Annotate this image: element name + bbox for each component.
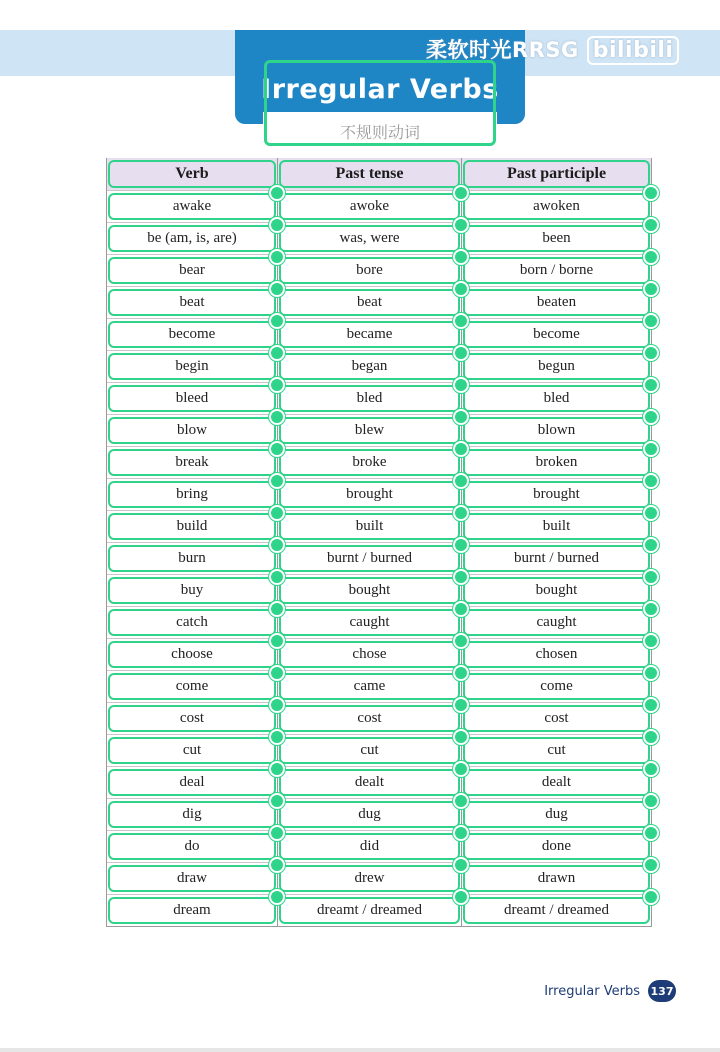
- cell-verb: be (am, is, are): [107, 222, 277, 254]
- cell-past-tense: dug: [277, 798, 461, 830]
- highlight-handle-icon: [453, 441, 469, 457]
- cell-past-participle: beaten: [461, 286, 651, 318]
- highlight-handle-icon: [643, 889, 659, 905]
- cell-verb: bring: [107, 478, 277, 510]
- table-row: [107, 862, 651, 894]
- footer-label: Irregular Verbs: [544, 983, 640, 999]
- cell-past-participle: cost: [461, 702, 651, 734]
- highlight-handle-icon: [453, 409, 469, 425]
- highlight-handle-icon: [453, 249, 469, 265]
- cell-past-tense: bought: [277, 574, 461, 606]
- highlight-handle-icon: [643, 569, 659, 585]
- cell-past-participle: chosen: [461, 638, 651, 670]
- cell-past-participle: dealt: [461, 766, 651, 798]
- highlight-handle-icon: [269, 217, 285, 233]
- highlight-handle-icon: [453, 697, 469, 713]
- cell-past-participle: been: [461, 222, 651, 254]
- highlight-handle-icon: [643, 281, 659, 297]
- highlight-handle-icon: [269, 793, 285, 809]
- table-row: [107, 894, 651, 926]
- highlight-handle-icon: [269, 569, 285, 585]
- cell-verb: begin: [107, 350, 277, 382]
- table-row: [107, 638, 651, 670]
- cell-past-participle: drawn: [461, 862, 651, 894]
- cell-verb: blow: [107, 414, 277, 446]
- highlight-handle-icon: [643, 761, 659, 777]
- cell-verb: bear: [107, 254, 277, 286]
- table-row: [107, 414, 651, 446]
- cell-past-tense: awoke: [277, 190, 461, 222]
- highlight-handle-icon: [453, 793, 469, 809]
- highlight-handle-icon: [453, 857, 469, 873]
- table-row: [107, 606, 651, 638]
- cell-past-tense: drew: [277, 862, 461, 894]
- highlight-handle-icon: [269, 249, 285, 265]
- highlight-handle-icon: [453, 601, 469, 617]
- header-past-participle: Past participle: [461, 158, 651, 190]
- cell-past-participle: broken: [461, 446, 651, 478]
- cell-past-tense: bore: [277, 254, 461, 286]
- highlight-handle-icon: [269, 345, 285, 361]
- table-row: [107, 670, 651, 702]
- highlight-handle-icon: [453, 313, 469, 329]
- cell-past-tense: blew: [277, 414, 461, 446]
- table-row: [107, 734, 651, 766]
- highlight-handle-icon: [269, 473, 285, 489]
- highlight-handle-icon: [269, 441, 285, 457]
- highlight-handle-icon: [453, 569, 469, 585]
- cell-past-participle: come: [461, 670, 651, 702]
- highlight-handle-icon: [453, 185, 469, 201]
- highlight-handle-icon: [453, 633, 469, 649]
- table-row: [107, 830, 651, 862]
- header-past-tense: Past tense: [277, 158, 461, 190]
- watermark-text: 柔软时光RRSG: [426, 38, 579, 62]
- cell-past-tense: broke: [277, 446, 461, 478]
- cell-past-participle: built: [461, 510, 651, 542]
- cell-past-participle: bought: [461, 574, 651, 606]
- watermark: [426, 34, 679, 65]
- highlight-handle-icon: [269, 665, 285, 681]
- cell-verb: draw: [107, 862, 277, 894]
- highlight-handle-icon: [269, 889, 285, 905]
- cell-past-tense: caught: [277, 606, 461, 638]
- cell-past-tense: cost: [277, 702, 461, 734]
- header-verb: Verb: [107, 158, 277, 190]
- highlight-handle-icon: [643, 665, 659, 681]
- table-row: [107, 222, 651, 254]
- cell-verb: cut: [107, 734, 277, 766]
- table-row: [107, 542, 651, 574]
- table-row: [107, 318, 651, 350]
- highlight-handle-icon: [643, 185, 659, 201]
- cell-verb: deal: [107, 766, 277, 798]
- highlight-handle-icon: [269, 281, 285, 297]
- table-row: [107, 702, 651, 734]
- highlight-handle-icon: [269, 825, 285, 841]
- cell-past-participle: done: [461, 830, 651, 862]
- highlight-handle-icon: [643, 505, 659, 521]
- table-row: [107, 382, 651, 414]
- highlight-handle-icon: [643, 857, 659, 873]
- cell-past-participle: awoken: [461, 190, 651, 222]
- highlight-handle-icon: [453, 825, 469, 841]
- highlight-handle-icon: [643, 313, 659, 329]
- highlight-handle-icon: [643, 697, 659, 713]
- cell-verb: do: [107, 830, 277, 862]
- highlight-handle-icon: [643, 793, 659, 809]
- cell-past-tense: bled: [277, 382, 461, 414]
- highlight-handle-icon: [269, 537, 285, 553]
- table-row: [107, 350, 651, 382]
- cell-verb: cost: [107, 702, 277, 734]
- cell-past-participle: blown: [461, 414, 651, 446]
- cell-past-tense: was, were: [277, 222, 461, 254]
- highlight-handle-icon: [269, 761, 285, 777]
- highlight-handle-icon: [269, 697, 285, 713]
- highlight-handle-icon: [643, 825, 659, 841]
- title-highlight-box: [264, 60, 496, 146]
- cell-past-participle: become: [461, 318, 651, 350]
- cell-verb: buy: [107, 574, 277, 606]
- cell-past-participle: bled: [461, 382, 651, 414]
- cell-verb: dig: [107, 798, 277, 830]
- highlight-handle-icon: [269, 633, 285, 649]
- highlight-handle-icon: [269, 313, 285, 329]
- cell-past-participle: dug: [461, 798, 651, 830]
- cell-verb: become: [107, 318, 277, 350]
- highlight-handle-icon: [643, 473, 659, 489]
- highlight-handle-icon: [643, 409, 659, 425]
- highlight-handle-icon: [643, 377, 659, 393]
- highlight-handle-icon: [269, 505, 285, 521]
- highlight-handle-icon: [269, 409, 285, 425]
- cell-past-tense: beat: [277, 286, 461, 318]
- cell-past-participle: brought: [461, 478, 651, 510]
- highlight-handle-icon: [453, 281, 469, 297]
- cell-past-tense: burnt / burned: [277, 542, 461, 574]
- highlight-handle-icon: [453, 537, 469, 553]
- table-row: [107, 798, 651, 830]
- bilibili-logo-icon: bilibili: [587, 36, 680, 65]
- table-row: [107, 190, 651, 222]
- cell-verb: bleed: [107, 382, 277, 414]
- cell-past-tense: built: [277, 510, 461, 542]
- highlight-handle-icon: [643, 729, 659, 745]
- bottom-divider: [0, 1048, 720, 1052]
- highlight-handle-icon: [453, 729, 469, 745]
- cell-past-tense: cut: [277, 734, 461, 766]
- highlight-handle-icon: [453, 665, 469, 681]
- table-row: [107, 446, 651, 478]
- highlight-handle-icon: [453, 473, 469, 489]
- table-row: [107, 766, 651, 798]
- highlight-handle-icon: [269, 729, 285, 745]
- highlight-handle-icon: [643, 249, 659, 265]
- cell-past-participle: burnt / burned: [461, 542, 651, 574]
- irregular-verbs-table: [106, 158, 652, 927]
- highlight-handle-icon: [453, 761, 469, 777]
- highlight-handle-icon: [269, 185, 285, 201]
- cell-past-tense: came: [277, 670, 461, 702]
- highlight-handle-icon: [269, 857, 285, 873]
- highlight-handle-icon: [453, 217, 469, 233]
- cell-past-participle: cut: [461, 734, 651, 766]
- table-row: [107, 286, 651, 318]
- highlight-handle-icon: [643, 633, 659, 649]
- cell-verb: come: [107, 670, 277, 702]
- cell-verb: catch: [107, 606, 277, 638]
- highlight-handle-icon: [643, 345, 659, 361]
- page-subtitle: 不规则动词: [339, 123, 420, 142]
- highlight-handle-icon: [643, 537, 659, 553]
- cell-past-participle: caught: [461, 606, 651, 638]
- cell-verb: build: [107, 510, 277, 542]
- table-row: [107, 574, 651, 606]
- highlight-handle-icon: [269, 601, 285, 617]
- page-number-badge: 137: [648, 980, 676, 1002]
- cell-verb: awake: [107, 190, 277, 222]
- highlight-handle-icon: [643, 441, 659, 457]
- highlight-handle-icon: [643, 217, 659, 233]
- table-row: [107, 510, 651, 542]
- table-row: [107, 254, 651, 286]
- cell-past-participle: begun: [461, 350, 651, 382]
- cell-past-participle: dreamt / dreamed: [461, 894, 651, 926]
- table-row: [107, 478, 651, 510]
- highlight-handle-icon: [453, 889, 469, 905]
- cell-past-tense: dreamt / dreamed: [277, 894, 461, 926]
- cell-past-tense: began: [277, 350, 461, 382]
- cell-past-participle: born / borne: [461, 254, 651, 286]
- highlight-handle-icon: [453, 505, 469, 521]
- page-title: Irregular Verbs: [261, 74, 499, 105]
- highlight-handle-icon: [453, 345, 469, 361]
- cell-past-tense: brought: [277, 478, 461, 510]
- highlight-handle-icon: [643, 601, 659, 617]
- table-header-row: [107, 158, 651, 190]
- highlight-handle-icon: [453, 377, 469, 393]
- page-footer: [544, 980, 676, 1002]
- cell-past-tense: chose: [277, 638, 461, 670]
- cell-verb: burn: [107, 542, 277, 574]
- highlight-handle-icon: [269, 377, 285, 393]
- cell-past-tense: became: [277, 318, 461, 350]
- cell-past-tense: did: [277, 830, 461, 862]
- cell-past-tense: dealt: [277, 766, 461, 798]
- cell-verb: break: [107, 446, 277, 478]
- cell-verb: dream: [107, 894, 277, 926]
- cell-verb: choose: [107, 638, 277, 670]
- cell-verb: beat: [107, 286, 277, 318]
